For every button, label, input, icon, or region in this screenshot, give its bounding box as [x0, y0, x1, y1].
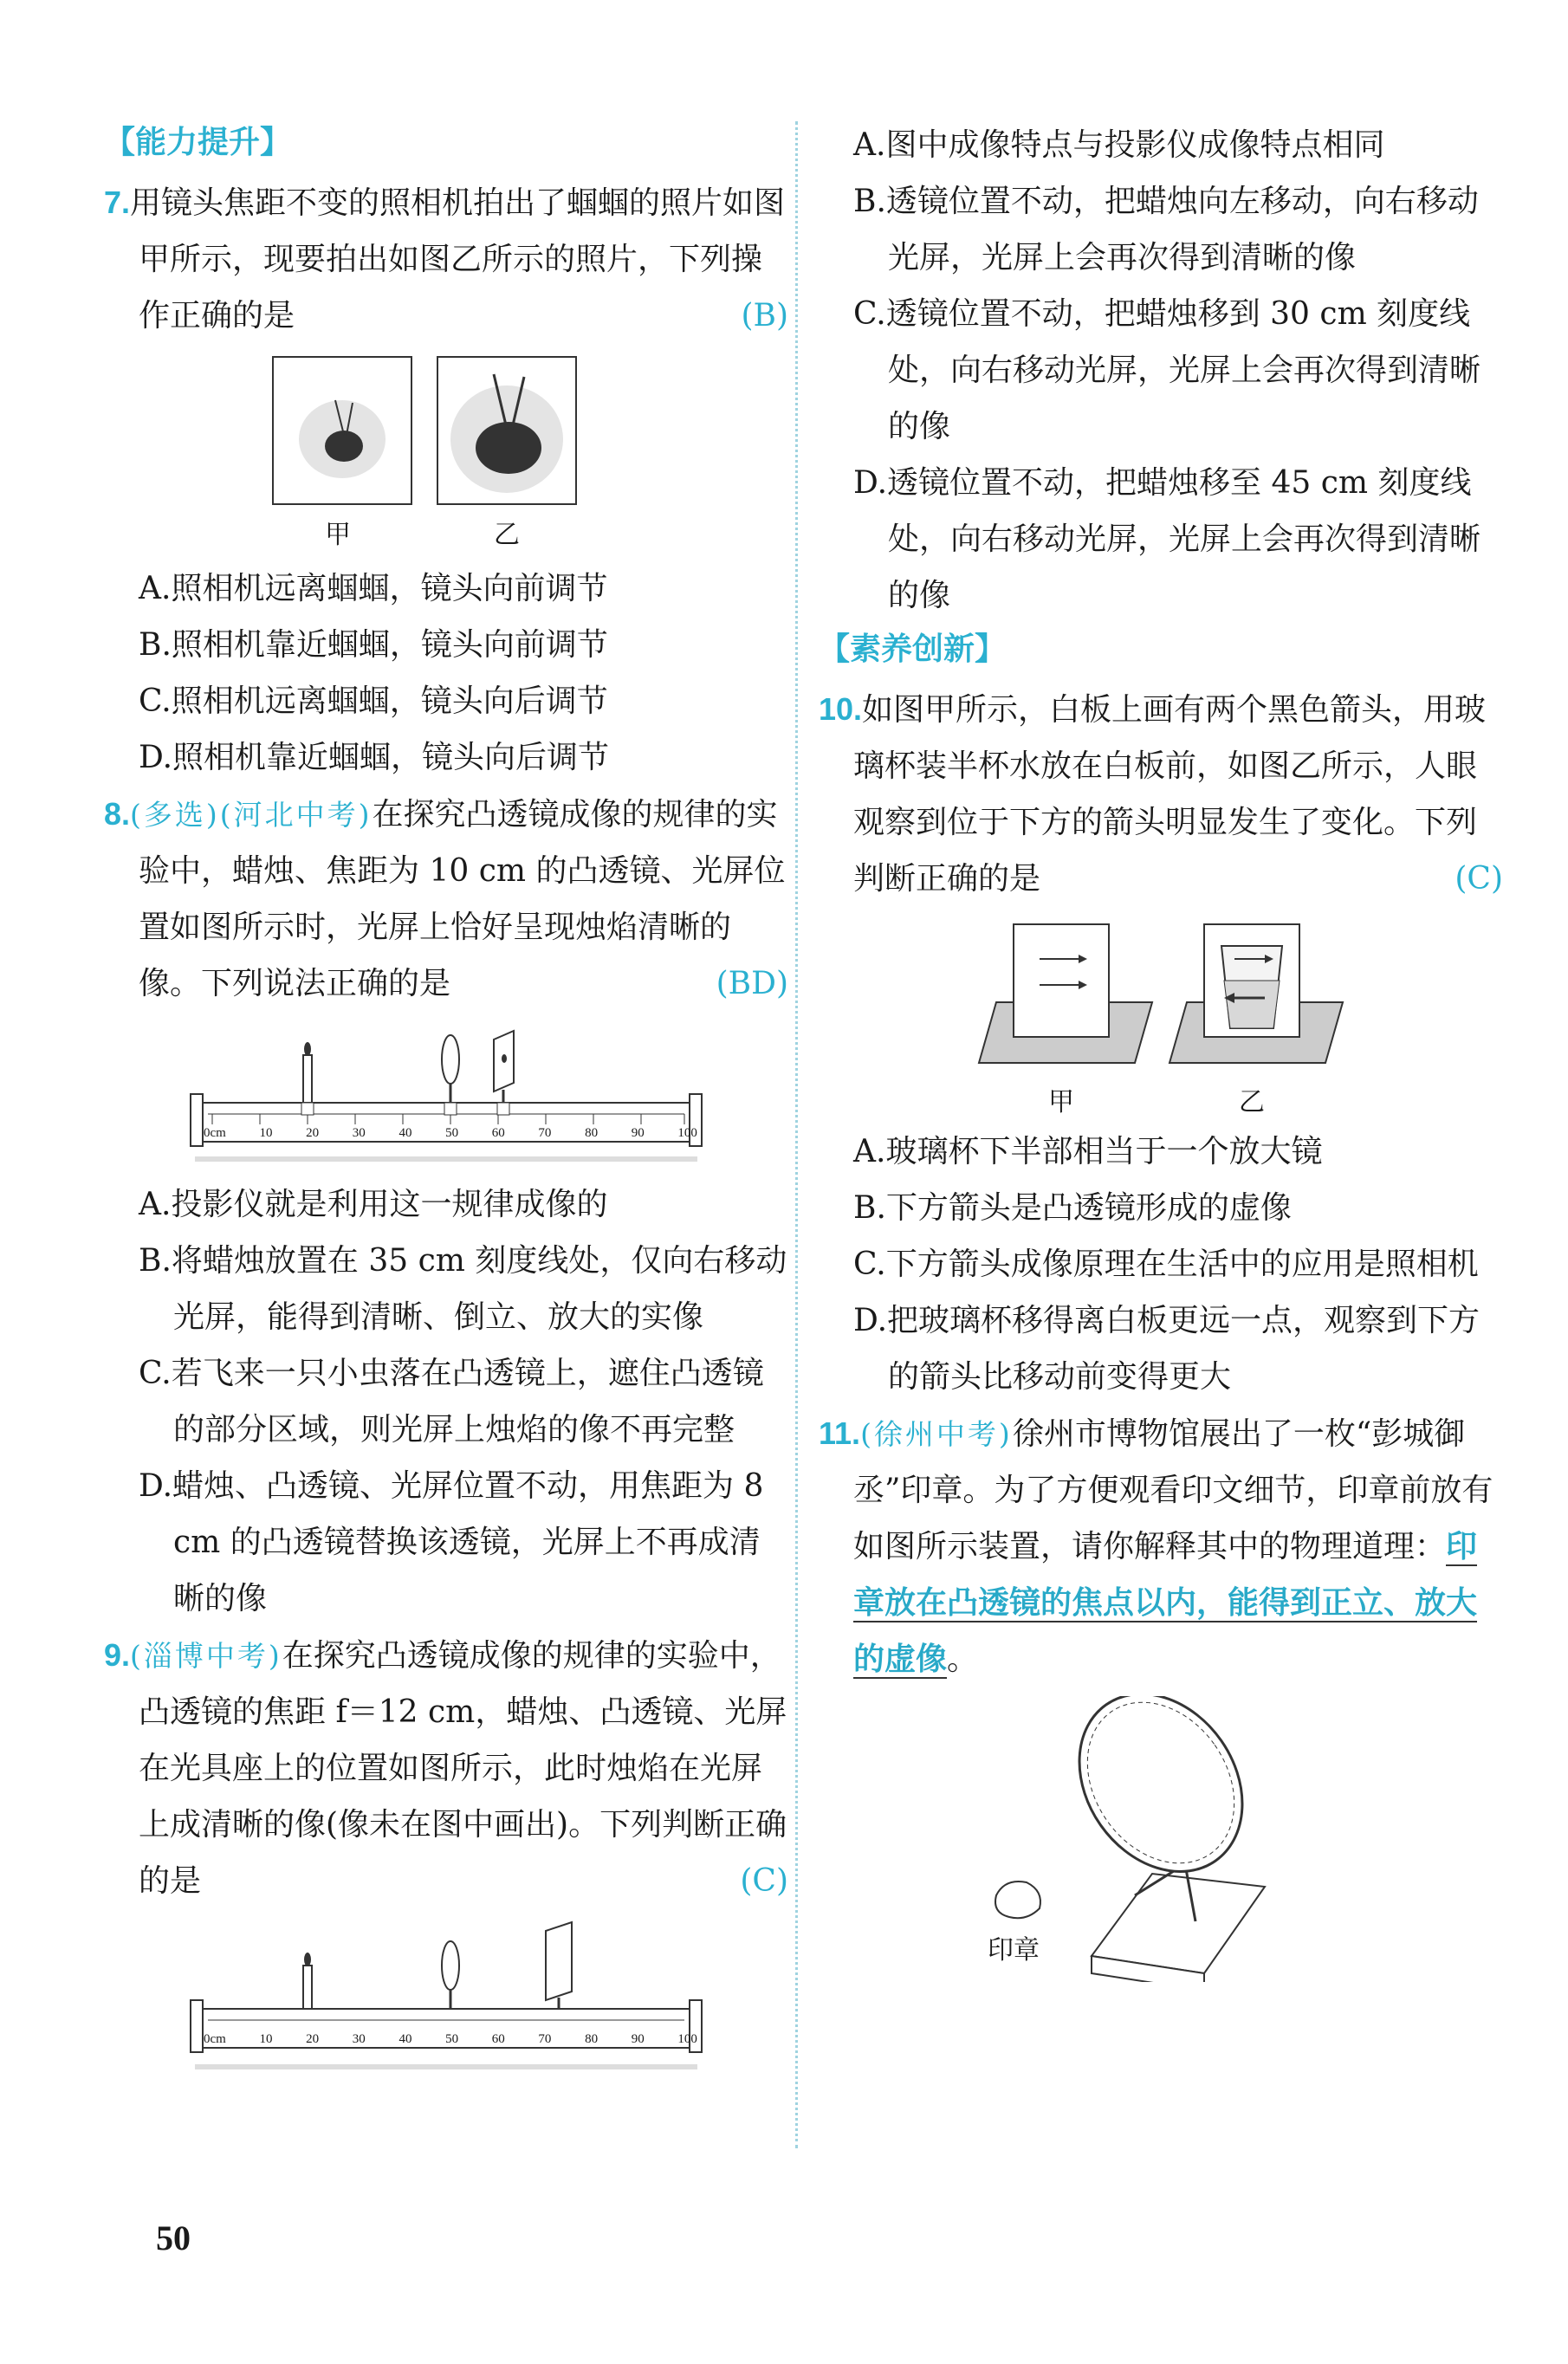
question-10-answer: (C) — [1455, 861, 1503, 897]
option-9c: C.透镜位置不动，把蜡烛移到 30 cm 刻度线处，向右移动光屏，光屏上会再次得到清晰的像 — [853, 296, 1481, 444]
option-10c: C.下方箭头成像原理在生活中的应用是照相机 — [853, 1247, 1479, 1282]
lens — [442, 1941, 459, 1990]
cricket-photos-svg — [264, 353, 628, 526]
figure-optical-bench-8 — [186, 1020, 706, 1168]
flame — [304, 1953, 311, 1966]
cricket-small — [325, 431, 363, 462]
arrows-glass-svg — [953, 916, 1369, 1080]
option-8c: C.若飞来一只小虫落在凸透镜上，遮住凸透镜的部分区域，则光屏上烛焰的像不再完整 — [139, 1356, 764, 1448]
question-8-options — [104, 1176, 788, 1627]
water — [1224, 981, 1280, 1028]
question-9: 9.(淄博中考)在探究凸透镜成像的规律的实验中，凸透镜的焦距 f＝12 cm，蜡烛、凸透镜、光屏在光具座上的位置如图所示，此时烛焰在光屏上成清晰的像(像未在图中画出)。下列判断正确的是 (C) — [104, 1627, 788, 1909]
section-heading-ability: 【能力提升】 — [104, 125, 292, 160]
lens — [442, 1035, 459, 1084]
option-8a: A.投影仪就是利用这一规律成像的 — [139, 1187, 608, 1222]
question-8: 8.(多选)(河北中考)在探究凸透镜成像的规律的实验中，蜡烛、焦距为 10 cm 的凸透镜、光屏位置如图所示时，光屏上恰好呈现烛焰清晰的像。下列说法正确的是 (BD) — [104, 786, 788, 1012]
question-7-options — [104, 560, 788, 786]
optical-bench-8-svg — [186, 1020, 706, 1168]
magnifying-lens — [1046, 1696, 1275, 1903]
flame — [304, 1042, 311, 1056]
question-8-text: 在探究凸透镜成像的规律的实验中，蜡烛、焦距为 10 cm 的凸透镜、光屏位置如图所示时，光屏上恰好呈现烛焰清晰的像。下列说法正确的是 — [139, 797, 786, 1001]
candle — [303, 1966, 312, 2009]
option-8b: B.将蜡烛放置在 35 cm 刻度线处，仅向右移动光屏，能得到清晰、倒立、放大的实像 — [139, 1243, 787, 1335]
candle — [303, 1055, 312, 1103]
caption-jia-10: 甲 — [1048, 1087, 1074, 1117]
option-7d: D.照相机靠近蝈蝈，镜头向后调节 — [139, 740, 610, 775]
optical-bench-9-svg — [186, 1918, 706, 2074]
cricket-large — [476, 422, 541, 474]
question-11: 11.(徐州中考)徐州市博物馆展出了一枚“彭城御丞”印章。为了方便观看印文细节，印章前放有如图所示装置，请你解释其中的物理道理：印章放在凸透镜的焦点以内，能得到正立、放大的虚像。 — [819, 1415, 1493, 1677]
question-11-answer: 印章放在凸透镜的焦点以内，能得到正立、放大的虚像 — [853, 1529, 1478, 1677]
option-9a: A.图中成像特点与投影仪成像特点相同 — [853, 127, 1385, 163]
seal — [995, 1881, 1040, 1918]
option-9b: B.透镜位置不动，把蜡烛向左移动，向右移动光屏，光屏上会再次得到清晰的像 — [853, 184, 1479, 275]
option-9d: D.透镜位置不动，把蜡烛移至 45 cm 刻度线处，向右移动光屏，光屏上会再次得到清晰的像 — [853, 465, 1481, 613]
question-7-answer: (B) — [741, 298, 788, 334]
option-10b: B.下方箭头是凸透镜形成的虚像 — [853, 1190, 1292, 1226]
figure-cricket-photos — [264, 353, 628, 552]
question-11-source: (徐州中考) — [860, 1417, 1013, 1451]
question-9-answer: (C) — [740, 1863, 788, 1899]
option-10a: A.玻璃杯下半部相当于一个放大镜 — [853, 1134, 1323, 1169]
question-7: 7.用镜头焦距不变的照相机拍出了蝈蝈的照片如图甲所示，现要拍出如图乙所示的照片，下列操作正确的是 (B) — [104, 174, 788, 344]
option-7c: C.照相机远离蝈蝈，镜头向后调节 — [139, 683, 608, 719]
question-9-text: 在探究凸透镜成像的规律的实验中，凸透镜的焦距 f＝12 cm，蜡烛、凸透镜、光屏在光具座上的位置如图所示，此时烛焰在光屏上成清晰的像(像未在图中画出)。下列判断正确的是 — [139, 1638, 787, 1899]
right-column — [819, 117, 1503, 1991]
page-number: 50 — [156, 2218, 191, 2257]
option-7b: B.照相机靠近蝈蝈，镜头向前调节 — [139, 627, 608, 663]
question-11-text: 徐州市博物馆展出了一枚“彭城御丞”印章。为了方便观看印文细节，印章前放有如图所示装置，请你解释其中的物理道理： — [853, 1416, 1493, 1564]
question-10: 10.如图甲所示，白板上画有两个黑色箭头，用玻璃杯装半杯水放在白板前，如图乙所示，人眼观察到位于下方的箭头明显发生了变化。下列判断正确的是 (C) — [819, 681, 1503, 907]
question-7-text: 用镜头焦距不变的照相机拍出了蝈蝈的照片如图甲所示，现要拍出如图乙所示的照片，下列操作正确的是 — [130, 185, 786, 334]
caption-jia: 甲 — [325, 520, 351, 550]
option-7a: A.照相机远离蝈蝈，镜头向前调节 — [139, 571, 608, 606]
whiteboard-jia — [1014, 924, 1109, 1037]
figure-arrows-glass — [953, 916, 1369, 1115]
option-8d: D.蜡烛、凸透镜、光屏位置不动，用焦距为 8 cm 的凸透镜替换该透镜，光屏上不再成清晰的像 — [139, 1468, 764, 1616]
question-8-source: (多选)(河北中考) — [130, 798, 373, 832]
caption-yi: 乙 — [494, 520, 520, 550]
column-divider — [795, 121, 798, 2148]
option-10d: D.把玻璃杯移得离白板更远一点，观察到下方的箭头比移动前变得更大 — [853, 1303, 1481, 1395]
seal-label: 印章 — [988, 1935, 1040, 1966]
question-9-source: (淄博中考) — [130, 1639, 282, 1673]
figure-optical-bench-9 — [186, 1918, 706, 2074]
caption-yi-10: 乙 — [1239, 1087, 1265, 1117]
question-10-options — [819, 1124, 1503, 1405]
section-heading-innovation: 【素养创新】 — [819, 631, 1007, 667]
left-column — [104, 117, 788, 2082]
question-10-text: 如图甲所示，白板上画有两个黑色箭头，用玻璃杯装半杯水放在白板前，如图乙所示，人眼观察到位于下方的箭头明显发生了变化。下列判断正确的是 — [853, 692, 1487, 897]
ruler-labels-8: 0cm 10 20 30 40 50 60 70 80 90 100 — [204, 1126, 697, 1140]
question-8-answer: (BD) — [716, 966, 788, 1001]
ruler-labels-9: 0cm 10 20 30 40 50 60 70 80 90 100 — [204, 2032, 697, 2046]
base-stand — [1092, 1874, 1265, 1973]
screen — [546, 1922, 572, 2000]
question-9-options — [819, 117, 1503, 624]
figure-magnifier-seal — [979, 1696, 1343, 1982]
